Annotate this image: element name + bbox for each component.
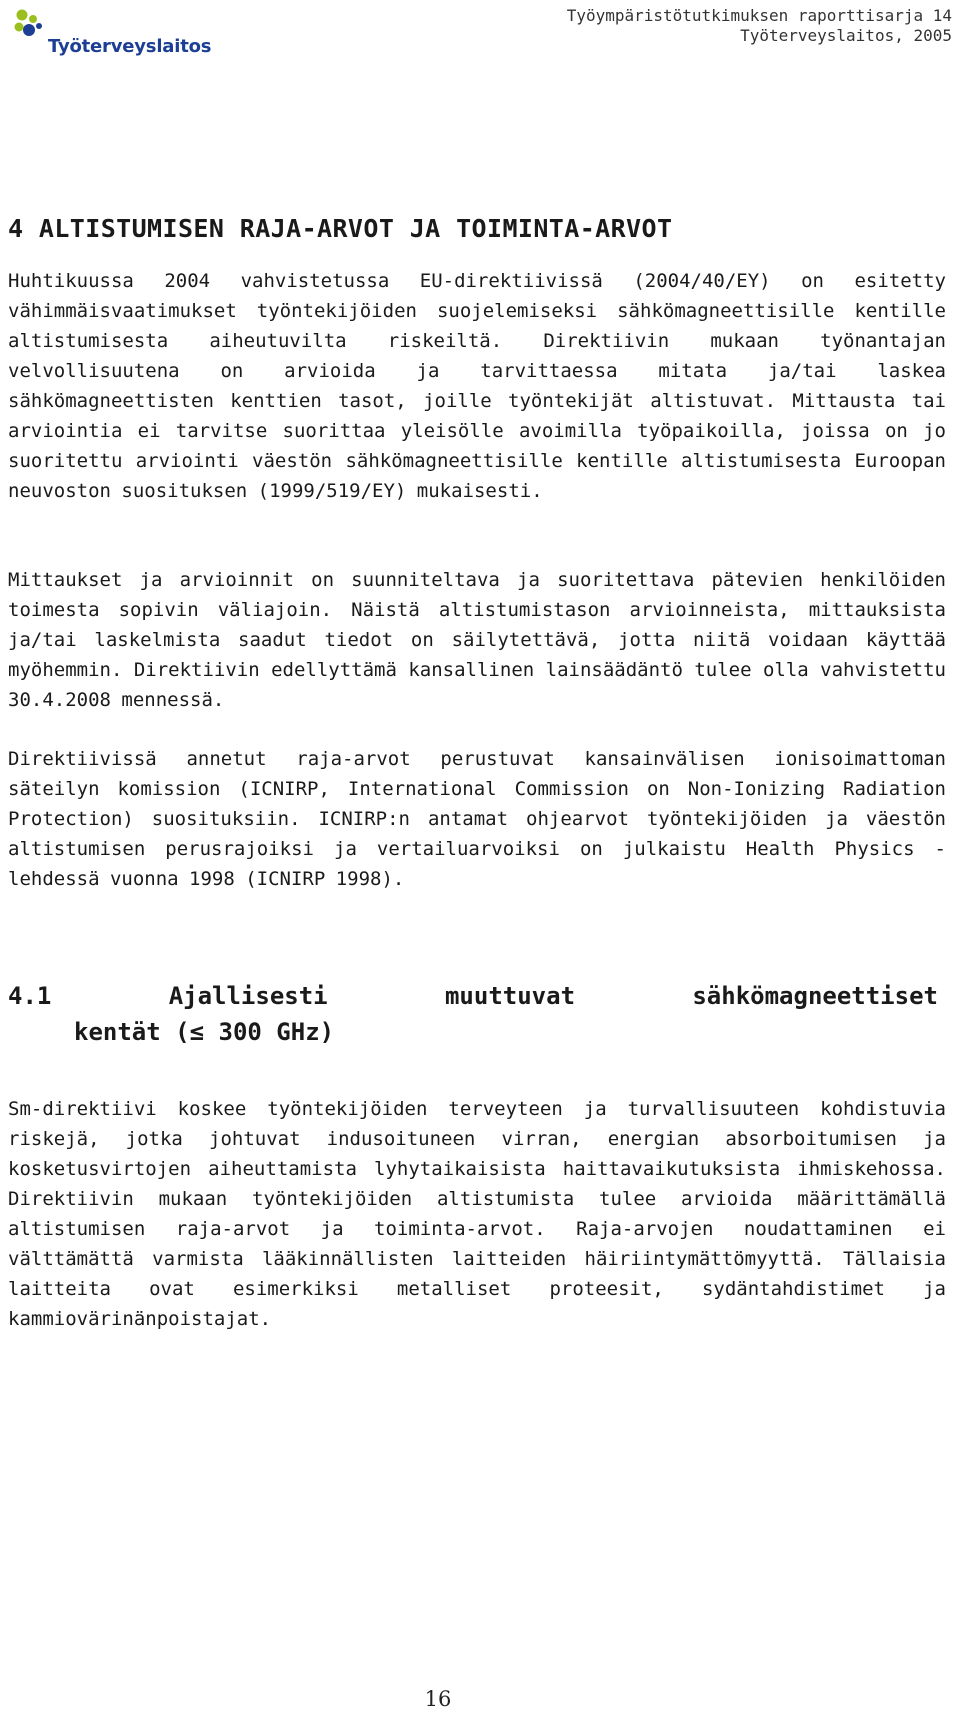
section-title [8, 978, 938, 1050]
paragraph-sm-directive: Sm-direktiivi koskee työntekijöiden terveyteen ja turvallisuuteen kohdistuvia riskejä, jotka johtuvat indusoituneen virran, energian absorboitumisen ja kosketusvirtojen aiheuttamista lyhytaikaisista haittavaikutuksista ihmiskehossa. Direktiivin mukaan työntekijöiden altistumista tulee arvioida määrittämällä altistumisen raja-arvot ja toiminta-arvot. Raja-arvojen noudattaminen ei välttämättä varmista lääkinnällisten laitteiden häiriintymättömyyttä. Tällaisia laitteita ovat esimerkiksi metalliset proteesit, sydäntahdistimet ja kammiovärinänpoistajat. [8, 1098, 946, 1330]
paragraph-measurements: Mittaukset ja arvioinnit on suunniteltava ja suoritettava pätevien henkilöiden toimesta sopivin väliajoin. Näistä altistumistason arvioinneista, mittauksista ja/tai laskelmista saadut tiedot on säilytettävä, jotta niitä voidaan käyttää myöhemmin. Direktiivin edellyttämä kansallinen lainsäädäntö tulee olla vahvistettu 30.4.2008 mennessä. [8, 569, 946, 711]
chapter-title: 4 ALTISTUMISEN RAJA-ARVOT JA TOIMINTA-ARVOT [8, 214, 673, 243]
section-title-word: muuttuvat [444, 982, 576, 1010]
publisher-year: Työterveyslaitos, 2005 [740, 26, 952, 45]
paragraph-icnirp: Direktiivissä annetut raja-arvot perustuvat kansainvälisen ionisoimattoman säteilyn komission (ICNIRP, International Commission on Non-Ionizing Radiation Protection) suosituksiin. ICNIRP:n antamat ohjearvot työntekijöiden ja väestön altistumisen perusrajoiksi ja vertailuarvoiksi on julkaistu Health Physics -lehdessä vuonna 1998 (ICNIRP 1998). [8, 748, 946, 890]
series-name: Työympäristötutkimuksen raporttisarja 14 [566, 6, 952, 25]
paragraph-directive-intro: Huhtikuussa 2004 vahvistetussa EU-direktiivissä (2004/40/EY) on esitetty vähimmäisvaatimukset työntekijöiden suojelemiseksi sähkömagneettisille kentille altistumisesta aiheutuvilta riskeiltä. Direktiivin mukaan työnantajan velvollisuutena on arvioida ja tarvittaessa mitata ja/tai laskea sähkömagneettisten kenttien tasot, joille työntekijät altistuvat. Mittausta tai arviointia ei tarvitse suorittaa yleisölle avoimilla työpaikoilla, joissa on jo suoritettu arviointi väestön sähkömagneettisille kentille altistumisesta Euroopan neuvoston suosituksen (1999/519/EY) mukaisesti. [8, 270, 946, 502]
section-title-word: Ajallisesti [168, 982, 328, 1010]
logo-flower-icon [12, 6, 52, 46]
section-title-word: sähkömagneettiset [692, 982, 938, 1010]
running-header [567, 6, 952, 46]
logo-wordmark: Työterveyslaitos [48, 36, 212, 57]
page-number: 16 [424, 1687, 452, 1711]
organization-logo [12, 6, 212, 66]
section-number: 4.1 [8, 982, 52, 1010]
section-title-line2: kentät (≤ 300 GHz) [74, 1018, 335, 1046]
